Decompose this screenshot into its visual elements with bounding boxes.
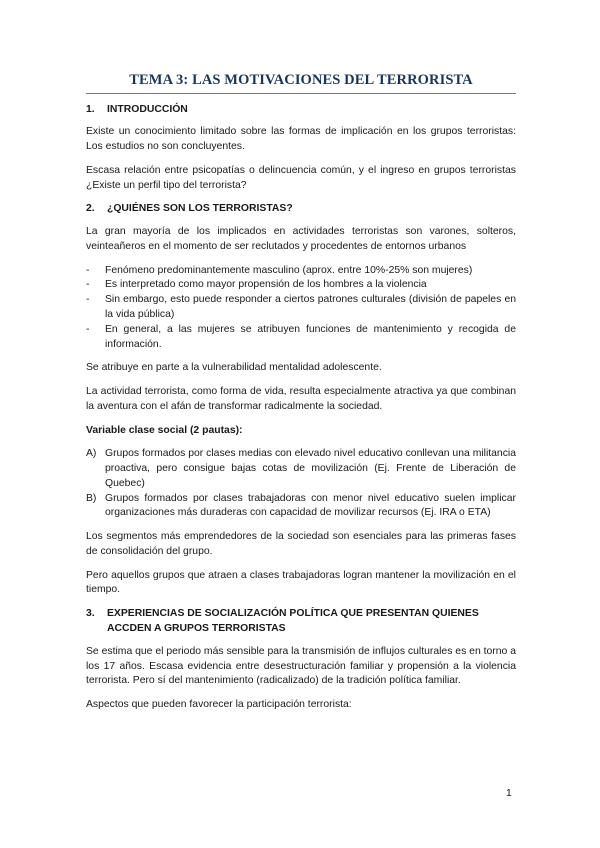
paragraph: Aspectos que pueden favorecer la participación terrorista: [86,699,352,711]
subheading: Variable clase social (2 pautas): [86,424,243,436]
list-item [86,264,516,279]
list-item [86,492,516,522]
section-2-number: 2. [86,203,95,215]
list-item-text: Sin embargo, esto puede responder a ciertos patrones culturales (división de papeles en la vida pública) [105,294,516,320]
dash-marker: - [86,279,90,291]
list-marker: A) [86,448,97,460]
list-item [86,323,516,353]
paragraph: La gran mayoría de los implicados en actividades terroristas son varones, solteros, veinteañeros en el momento de ser reclutados y procedentes de entornos urbanos [86,226,516,252]
paragraph: Pero aquellos grupos que atraen a clases trabajadoras logran mantener la movilización en el tiempo. [86,569,516,596]
list-item [86,447,516,491]
section-2-title: ¿QUIÉNES SON LOS TERRORISTAS? [107,203,293,215]
section-2-heading [86,202,516,217]
paragraph: Escasa relación entre psicopatías o delincuencia común, y el ingreso en grupos terroristas ¿Existe un perfil tipo del terrorista? [86,164,516,191]
list-item-text: Grupos formados por clases trabajadoras con menor nivel educativo suelen implicar organizaciones más duraderas con capacidad de movilizar recursos (Ej. IRA o ETA) [105,492,516,519]
document-page [86,70,516,722]
list-item [86,278,516,293]
list-item-text: En general, a las mujeres se atribuyen funciones de mantenimiento y recogida de información. [105,323,516,350]
dash-marker: - [86,323,90,335]
paragraph: Se atribuye en parte a la vulnerabilidad mentalidad adolescente. [86,362,382,374]
section-1-title: INTRODUCCIÓN [107,103,188,115]
paragraph: Existe un conocimiento limitado sobre las formas de implicación en los grupos terroristas: Los estudios no son concluyentes. [86,126,516,153]
section-3-heading [86,607,516,637]
pattern-list [86,447,516,521]
section-3-title: EXPERIENCIAS DE SOCIALIZACIÓN POLÍTICA QUE PRESENTAN QUIENES ACCDEN A GRUPOS TERRORISTAS [107,608,479,635]
dash-marker: - [86,294,90,306]
dash-marker: - [86,264,90,276]
paragraph: Se estima que el periodo más sensible para la transmisión de influjos culturales es en torno a los 17 años. Escasa evidencia entre desestructuración familiar y propensión a la violencia terrorista. Pero sí del mantenimiento (radicalizado) de la tradición política familiar. [86,645,516,687]
dash-list [86,264,516,353]
list-item [86,293,516,323]
list-marker: B) [86,492,97,504]
section-1-heading [86,103,516,118]
list-item-text: Grupos formados por clases medias con elevado nivel educativo conllevan una militancia proactiva, pero consigue bajas cotas de movilización (Ej. Frente de Liberación de Quebec) [105,448,516,489]
section-3-number: 3. [86,608,95,620]
document-title: TEMA 3: LAS MOTIVACIONES DEL TERRORISTA [86,70,516,94]
section-1-number: 1. [86,103,95,115]
paragraph: Los segmentos más emprendedores de la sociedad son esenciales para las primeras fases de consolidación del grupo. [86,531,516,557]
list-item-text: Es interpretado como mayor propensión de los hombres a la violencia [105,279,427,291]
page-number: 1 [506,788,512,799]
paragraph: La actividad terrorista, como forma de vida, resulta especialmente atractiva ya que combinan la aventura con el afán de transformar radicalmente la sociedad. [86,386,516,412]
list-item-text: Fenómeno predominantemente masculino (aprox. entre 10%-25% son mujeres) [105,264,473,276]
